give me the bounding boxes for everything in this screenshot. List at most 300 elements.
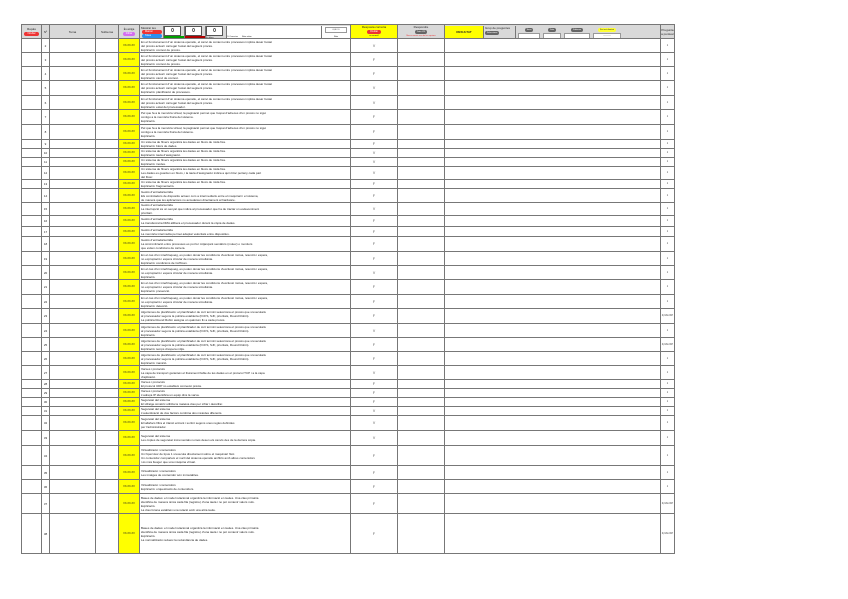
question-line: Virtualització i contenidors xyxy=(141,468,176,473)
tema-cell xyxy=(50,280,96,295)
row-number: 11 xyxy=(42,158,50,167)
date-cell: XX-XX-XX xyxy=(119,53,140,67)
result-cell xyxy=(445,466,661,480)
user-answer-cell[interactable] xyxy=(398,380,445,389)
filter-data-button[interactable]: Data xyxy=(549,28,555,31)
user-answer-cell[interactable] xyxy=(398,309,445,324)
table-row xyxy=(22,189,675,203)
user-answer-cell[interactable] xyxy=(398,338,445,352)
percent-label: % Correctes xyxy=(227,35,239,38)
question-line: En el funcionament d’un sistema operatiu, el canvi de context entre processos implica desar l’estat xyxy=(141,82,272,86)
question-text xyxy=(140,480,351,494)
score-value: 1 xyxy=(661,96,675,110)
subtema-cell xyxy=(96,398,119,407)
date-cell: XX-XX-XX xyxy=(119,380,140,389)
score-value: 1 xyxy=(661,416,675,431)
question-line: En el cas d’un interbloqueig, es poden donar les condicions d’exclusió mútua, retenció i espera, xyxy=(141,295,268,300)
repas-cell[interactable] xyxy=(22,324,42,338)
header-date xyxy=(119,25,140,39)
user-answer-cell[interactable] xyxy=(398,39,445,53)
user-answer-cell[interactable] xyxy=(398,389,445,398)
user-answer-cell[interactable] xyxy=(398,407,445,416)
result-cell xyxy=(445,431,661,446)
row-number: 28 xyxy=(42,380,50,389)
table-row xyxy=(22,180,675,189)
repas-cell[interactable] xyxy=(22,494,42,514)
question-line: En el funcionament d’un sistema operatiu, el canvi de context entre processos implica desar l’estat xyxy=(141,67,272,72)
repas-cell[interactable] xyxy=(22,309,42,324)
question-line: La memòria intermèdia permet adaptar velocitats entre dispositius. xyxy=(141,231,230,236)
question-line: i és més lleuger que una màquina virtual. xyxy=(141,459,196,464)
user-answer-cell[interactable] xyxy=(398,514,445,554)
header-filters xyxy=(445,25,661,39)
repas-cell[interactable] xyxy=(22,67,42,81)
score-value: 1 xyxy=(661,352,675,366)
tema-cell xyxy=(50,227,96,237)
row-number: 14 xyxy=(42,189,50,203)
correct-answer: F xyxy=(351,480,398,494)
question-text xyxy=(140,189,351,203)
user-answer-cell[interactable] xyxy=(398,110,445,125)
date-cell: XX-XX-XX xyxy=(119,466,140,480)
repas-cell[interactable] xyxy=(22,189,42,203)
table-row xyxy=(22,309,675,324)
subtema-cell xyxy=(96,407,119,416)
repas-cell[interactable] xyxy=(22,149,42,158)
correct-answer: V xyxy=(351,96,398,110)
respondre-sub: Marca només una de les opcions xyxy=(406,35,436,37)
table-row xyxy=(22,67,675,81)
table-row xyxy=(22,125,675,140)
filter-tema-input[interactable] xyxy=(518,33,540,39)
header-subtema: Subtema xyxy=(96,25,119,39)
result-cell xyxy=(445,216,661,227)
date-cell: XX-XX-XX xyxy=(119,446,140,466)
user-answer-cell[interactable] xyxy=(398,96,445,110)
question-line: Explicació: estat del processador. xyxy=(141,104,186,109)
correct-answer: F xyxy=(351,53,398,67)
repas-cell[interactable] xyxy=(22,39,42,53)
repas-hide-button[interactable]: Ocultar xyxy=(24,32,38,36)
nota-label: Nota sobre xyxy=(241,35,252,38)
repas-cell[interactable] xyxy=(22,416,42,431)
tema-cell xyxy=(50,110,96,125)
correct-answer: F xyxy=(351,514,398,554)
user-answer-cell[interactable] xyxy=(398,149,445,158)
user-answer-cell[interactable] xyxy=(398,416,445,431)
table-row xyxy=(22,295,675,309)
table-row xyxy=(22,81,675,96)
tema-cell xyxy=(50,352,96,366)
repas-cell[interactable] xyxy=(22,140,42,149)
row-number: 24 xyxy=(42,324,50,338)
table-row xyxy=(22,398,675,407)
tema-cell xyxy=(50,416,96,431)
question-text xyxy=(140,416,351,431)
question-line: Explicació: fragmentació. xyxy=(141,184,175,188)
question-line: La sincronització entre processos es pot fer mitjançant semàfors (mutex) o monitors xyxy=(141,242,253,246)
repas-cell[interactable] xyxy=(22,237,42,252)
table-row xyxy=(22,514,675,554)
question-line: contigu a la memòria física del sistema. xyxy=(141,115,194,119)
result-cell xyxy=(445,140,661,149)
question-line: al processador segons la política establerta (FCFS, SJF, prioritats, Round Robin). xyxy=(141,328,250,333)
question-line: En el funcionament d’un sistema operatiu, el canvi de context entre processos implica desar l’estat xyxy=(141,96,272,101)
row-number: 18 xyxy=(42,237,50,252)
correct-answer: F xyxy=(351,295,398,309)
user-answer-cell[interactable] xyxy=(398,295,445,309)
subtema-cell xyxy=(96,96,119,110)
row-number: 15 xyxy=(42,203,50,216)
question-line: Explicació: orquestració de contenidors. xyxy=(141,486,195,491)
question-line: Algorismes de planificació: el planificador de curt termini selecciona el procés que s’executarà xyxy=(141,324,266,329)
repas-cell[interactable] xyxy=(22,53,42,67)
table-row xyxy=(22,140,675,149)
question-line: Explicació: context de procés. xyxy=(141,61,181,66)
filter-data xyxy=(543,27,561,37)
table-row xyxy=(22,380,675,389)
tema-cell xyxy=(50,494,96,514)
question-line: al processador segons la política establerta (FCFS, SJF, prioritats, Round Robin). xyxy=(141,342,250,347)
question-text xyxy=(140,431,351,446)
question-line: que eviten condicions de carrera. xyxy=(141,246,186,250)
repas-cell[interactable] xyxy=(22,280,42,295)
grup-select-button[interactable]: Seleccionar xyxy=(487,31,498,34)
user-answer-cell[interactable] xyxy=(398,53,445,67)
repas-cell[interactable] xyxy=(22,514,42,554)
table-row xyxy=(22,338,675,352)
question-line: L’autenticació de dos factors combina dos mètodes diferents. xyxy=(141,411,223,415)
question-line: Les còpies de seguretat incrementals només desen els canvis des de la darrera còpia. xyxy=(141,438,256,442)
score-value: 1 xyxy=(661,167,675,180)
tema-cell xyxy=(50,309,96,324)
question-text xyxy=(140,237,351,252)
row-number: 20 xyxy=(42,266,50,280)
question-line: Xarxes i protocols xyxy=(141,366,165,371)
user-answer-cell[interactable] xyxy=(398,216,445,227)
result-cell xyxy=(445,416,661,431)
correct-answer: F xyxy=(351,466,398,480)
tema-cell xyxy=(50,158,96,167)
repas-cell[interactable] xyxy=(22,431,42,446)
tema-cell xyxy=(50,407,96,416)
result-cell xyxy=(445,81,661,96)
filter-tema-button[interactable]: Tema xyxy=(526,28,532,31)
user-answer-cell[interactable] xyxy=(398,180,445,189)
table-row xyxy=(22,407,675,416)
repas-cell[interactable] xyxy=(22,81,42,96)
question-line: per l’administrador. xyxy=(141,425,167,429)
date-cell: XX-XX-XX xyxy=(119,189,140,203)
correct-answer: F xyxy=(351,140,398,149)
tema-cell xyxy=(50,167,96,180)
user-answer-cell[interactable] xyxy=(398,67,445,81)
tema-cell xyxy=(50,189,96,203)
subtema-cell xyxy=(96,180,119,189)
result-cell xyxy=(445,494,661,514)
repas-cell[interactable] xyxy=(22,167,42,180)
repas-cell[interactable] xyxy=(22,366,42,380)
result-cell xyxy=(445,158,661,167)
score-value: 1 xyxy=(661,366,675,380)
question-line: Un hipervisor de tipus 1 s’executa directament sobre el maquinari físic. xyxy=(141,451,236,456)
repas-cell[interactable] xyxy=(22,216,42,227)
row-number: 4 xyxy=(42,67,50,81)
row-number: 7 xyxy=(42,110,50,125)
question-line: Gestió d’entrada/sortida xyxy=(141,189,173,194)
result-cell xyxy=(445,167,661,180)
subtema-cell xyxy=(96,266,119,280)
repas-cell[interactable] xyxy=(22,266,42,280)
subtema-cell xyxy=(96,189,119,203)
repas-cell[interactable] xyxy=(22,110,42,125)
date-cell: XX-XX-XX xyxy=(119,324,140,338)
all-button[interactable]: Totes xyxy=(142,34,162,38)
correct-answer: V xyxy=(351,416,398,431)
correct-answer: F xyxy=(351,338,398,352)
result-cell xyxy=(445,110,661,125)
user-answer-cell[interactable] xyxy=(398,366,445,380)
date-cell: XX-XX-XX xyxy=(119,140,140,149)
question-text xyxy=(140,39,351,53)
question-text xyxy=(140,407,351,416)
filter-subtema-button[interactable]: Subtema xyxy=(572,28,581,31)
user-answer-cell[interactable] xyxy=(398,125,445,140)
question-line: El xifratge simètric utilitza la mateixa clau per xifrar i desxifrar. xyxy=(141,402,223,406)
user-answer-cell[interactable] xyxy=(398,280,445,295)
user-answer-cell[interactable] xyxy=(398,167,445,180)
date-filter-button[interactable]: Filtrar xyxy=(123,32,135,36)
table-row xyxy=(22,227,675,237)
repas-cell[interactable] xyxy=(22,398,42,407)
question-text xyxy=(140,203,351,216)
random-test-button[interactable]: Fer test aleatori xyxy=(600,28,614,31)
correct-answer: V xyxy=(351,266,398,280)
table-row xyxy=(22,416,675,431)
user-answer-cell[interactable] xyxy=(398,431,445,446)
subtema-cell xyxy=(96,140,119,149)
row-number: 25 xyxy=(42,338,50,352)
questions-table xyxy=(21,24,675,554)
tema-cell xyxy=(50,216,96,227)
question-text xyxy=(140,446,351,466)
score-value: 1 xyxy=(661,189,675,203)
row-number: 22 xyxy=(42,295,50,309)
score-value: 1 xyxy=(661,446,675,466)
result-cell xyxy=(445,338,661,352)
date-cell: XX-XX-XX xyxy=(119,96,140,110)
score-value: 1 xyxy=(661,227,675,237)
tema-cell xyxy=(50,366,96,380)
table-row xyxy=(22,53,675,67)
score-value: 1 xyxy=(661,125,675,140)
score-value: 1 xyxy=(661,266,675,280)
subtema-cell xyxy=(96,67,119,81)
hide-answer-button[interactable]: Ocultar xyxy=(367,30,381,34)
resposta-sub: en vermell xyxy=(369,35,379,37)
table-row xyxy=(22,466,675,480)
question-line: La política Round Robin assigna un quàntum fix a cada procés. xyxy=(141,318,226,322)
question-line: Seguretat del sistema xyxy=(141,398,171,402)
question-line: Els controladors de dispositiu actuen com a intermediaris entre el maquinari i el sistema, xyxy=(141,193,259,198)
correct-answer: F xyxy=(351,352,398,366)
tema-cell xyxy=(50,446,96,466)
tema-cell xyxy=(50,431,96,446)
repas-cell[interactable] xyxy=(22,338,42,352)
tema-cell xyxy=(50,338,96,352)
correct-answer: F xyxy=(351,110,398,125)
question-line: Un contenidor comparteix el nucli del sistema operatiu amfitrió amb altres contenidors xyxy=(141,455,255,460)
filter-subtema-input[interactable] xyxy=(564,33,590,39)
repas-cell[interactable] xyxy=(22,125,42,140)
user-answer-cell[interactable] xyxy=(398,266,445,280)
question-line: identifica de manera única cada fila (registre) d’una taula i no pot contenir valors nuls. xyxy=(141,529,255,534)
date-cell: XX-XX-XX xyxy=(119,280,140,295)
score-value: 1 xyxy=(661,39,675,53)
subtema-cell xyxy=(96,514,119,554)
user-answer-cell[interactable] xyxy=(398,140,445,149)
answer-all-button[interactable]: Totes V/F xyxy=(416,31,426,33)
header-row xyxy=(22,25,675,39)
question-text xyxy=(140,81,351,96)
tema-cell xyxy=(50,389,96,398)
repas-cell[interactable] xyxy=(22,203,42,216)
question-line: Pel que fa a la memòria virtual, la paginació permet que l’espai d’adreces d’un procés no sigui xyxy=(141,111,266,115)
subtema-cell xyxy=(96,203,119,216)
user-answer-cell[interactable] xyxy=(398,81,445,96)
table-row xyxy=(22,96,675,110)
filter-data-input[interactable] xyxy=(543,33,561,39)
subtema-cell xyxy=(96,280,119,295)
repas-cell[interactable] xyxy=(22,446,42,466)
question-line: Pel que fa a la memòria virtual, la paginació permet que l’espai d’adreces d’un procés no sigui xyxy=(141,126,266,130)
row-number: 37 xyxy=(42,494,50,514)
question-line: contigu a la memòria física del sistema. xyxy=(141,130,194,134)
user-answer-cell[interactable] xyxy=(398,466,445,480)
date-cell: XX-XX-XX xyxy=(119,125,140,140)
question-line: Un sistema de fitxers organitza les dades en blocs de mida fixa. xyxy=(141,158,226,162)
result-cell xyxy=(445,352,661,366)
repas-cell[interactable] xyxy=(22,96,42,110)
date-cell: XX-XX-XX xyxy=(119,514,140,554)
table-row xyxy=(22,203,675,216)
tema-cell xyxy=(50,266,96,280)
random-test-value[interactable]: -- -- -- -- xyxy=(593,33,621,39)
date-cell: XX-XX-XX xyxy=(119,180,140,189)
question-line: Un sistema de fitxers organitza les dades en blocs de mida fixa. xyxy=(141,140,226,144)
row-number: 29 xyxy=(42,389,50,398)
score-value: 1 xyxy=(661,237,675,252)
user-answer-cell[interactable] xyxy=(398,203,445,216)
score-value: #¡VALOR! xyxy=(661,494,675,514)
date-cell: XX-XX-XX xyxy=(119,480,140,494)
score-value: #¡VALOR! xyxy=(661,309,675,324)
question-line: Un sistema de fitxers organitza les dades en blocs de mida fixa. xyxy=(141,149,226,153)
correct-answer: F xyxy=(351,398,398,407)
question-line: L’adreça IP identifica un equip dins la xarxa. xyxy=(141,393,200,397)
subtema-cell xyxy=(96,380,119,389)
user-answer-cell[interactable] xyxy=(398,227,445,237)
score-value: 1 xyxy=(661,431,675,446)
user-answer-cell[interactable] xyxy=(398,446,445,466)
repas-cell[interactable] xyxy=(22,380,42,389)
question-text xyxy=(140,389,351,398)
repas-cell[interactable] xyxy=(22,252,42,266)
row-number: 35 xyxy=(42,466,50,480)
question-text xyxy=(140,309,351,324)
tema-cell xyxy=(50,480,96,494)
user-answer-cell[interactable] xyxy=(398,324,445,338)
correct-answer: V xyxy=(351,431,398,446)
correct-counter-cell xyxy=(163,26,184,38)
question-line: La interrupció és un senyal que indica al processador que ha de tractar un esdeveniment xyxy=(141,207,260,211)
result-cell xyxy=(445,407,661,416)
user-answer-cell[interactable] xyxy=(398,237,445,252)
row-number: 9 xyxy=(42,140,50,149)
question-line: El protocol UDP no estableix connexió prèvia. xyxy=(141,384,202,388)
question-line: Explicació: blocs de dades. xyxy=(141,144,178,148)
score-value: 1 xyxy=(661,380,675,389)
question-line: Explicació. xyxy=(141,332,156,337)
user-answer-cell[interactable] xyxy=(398,158,445,167)
repas-cell[interactable] xyxy=(22,480,42,494)
score-value: 1 xyxy=(661,53,675,67)
subtema-cell xyxy=(96,81,119,96)
header-tema: Tema xyxy=(50,25,96,39)
subtema-cell xyxy=(96,446,119,466)
tema-cell xyxy=(50,39,96,53)
question-text xyxy=(140,466,351,480)
repas-cell[interactable] xyxy=(22,466,42,480)
score-value: 1 xyxy=(661,180,675,189)
user-answer-cell[interactable] xyxy=(398,252,445,266)
user-answer-cell[interactable] xyxy=(398,494,445,514)
repas-cell[interactable] xyxy=(22,407,42,416)
question-line: Explicació. xyxy=(141,134,156,138)
subtema-cell xyxy=(96,366,119,380)
score-value: 1 xyxy=(661,216,675,227)
repas-cell[interactable] xyxy=(22,295,42,309)
tema-cell xyxy=(50,514,96,554)
user-answer-cell[interactable] xyxy=(398,480,445,494)
tema-cell xyxy=(50,67,96,81)
table-row xyxy=(22,494,675,514)
filter-subtema xyxy=(564,27,590,37)
repas-cell[interactable] xyxy=(22,389,42,398)
result-cell xyxy=(445,514,661,554)
score-value: 1 xyxy=(661,252,675,266)
repas-cell[interactable] xyxy=(22,352,42,366)
table-row xyxy=(22,352,675,366)
user-answer-cell[interactable] xyxy=(398,352,445,366)
repas-cell[interactable] xyxy=(22,180,42,189)
correct-answer: F xyxy=(351,125,398,140)
question-line: Explicació. xyxy=(141,119,156,123)
repas-cell[interactable] xyxy=(22,158,42,167)
question-text xyxy=(140,338,351,352)
correct-answer: F xyxy=(351,216,398,227)
mostrar-group xyxy=(140,26,163,38)
user-answer-cell[interactable] xyxy=(398,189,445,203)
question-line: del fitxer. xyxy=(141,175,154,179)
repas-cell[interactable] xyxy=(22,227,42,237)
user-answer-cell[interactable] xyxy=(398,398,445,407)
correct-answer: V xyxy=(351,324,398,338)
mark-button[interactable]: Marcar xyxy=(142,30,162,34)
question-line: Gestió d’entrada/sortida xyxy=(141,217,173,221)
result-cell xyxy=(445,189,661,203)
header-mostrar xyxy=(140,25,351,39)
